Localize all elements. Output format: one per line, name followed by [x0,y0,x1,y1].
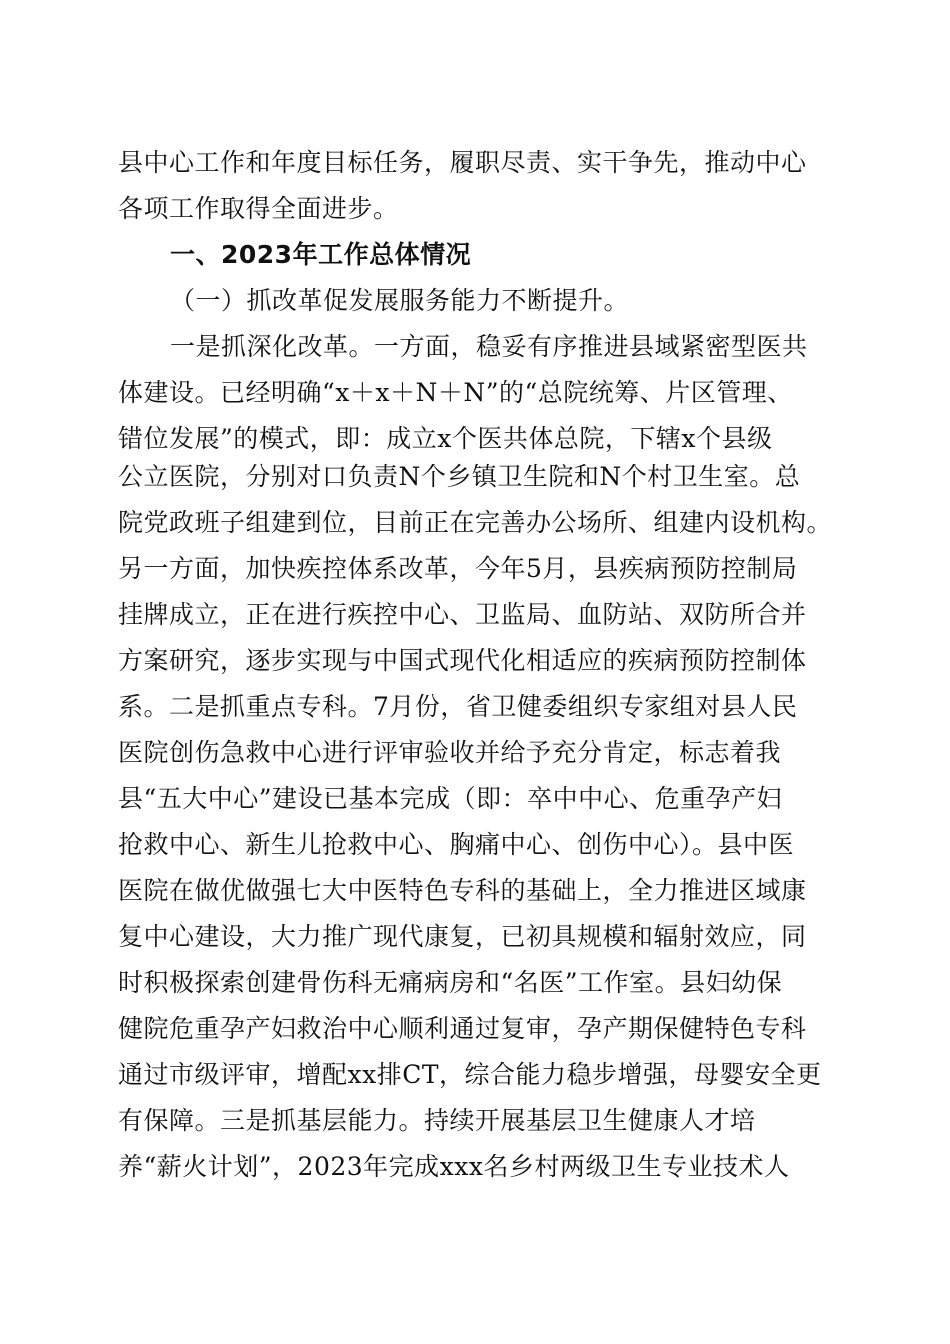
text-line-17: 医院在做优做强七大中医特色专科的基础上，全力推进区域康 [118,876,807,905]
text-line-8: 公立医院，分别对口负责N个乡镇卫生院和N个村卫生室。总 [118,462,801,491]
text-line-12: 方案研究，逐步实现与中国式现代化相适应的疾病预防控制体 [118,646,807,675]
text-line-6: 体建设。已经明确“x＋x＋N＋N”的“总院统筹、片区管理、 [118,378,793,407]
text-line-22: 有保障。三是抓基层能力。持续开展基层卫生健康人才培 [118,1106,756,1135]
text-line-9: 院党政班子组建到位，目前正在完善办公场所、组建内设机构。 [118,508,833,537]
section-heading: 一、2023年工作总体情况 [170,240,472,269]
text-line-23: 养“薪火计划”，2023年完成xxx名乡村两级卫生专业技术人 [118,1152,790,1181]
subsection-heading: （一）抓改革促发展服务能力不断提升。 [170,286,630,315]
text-line-1: 县中心工作和年度目标任务，履职尽责、实干争先，推动中心 [118,148,807,177]
text-line-18: 复中心建设，大力推广现代康复，已初具规模和辐射效应，同 [118,922,807,951]
text-line-15: 县“五大中心”建设已基本完成（即：卒中中心、危重孕产妇 [118,784,783,813]
text-line-5: 一是抓深化改革。一方面，稳妥有序推进县域紧密型医共 [170,332,808,361]
text-line-14: 医院创伤急救中心进行评审验收并给予充分肯定，标志着我 [118,738,782,767]
text-line-13: 系。二是抓重点专科。7月份，省卫健委组织专家组对县人民 [118,692,798,721]
text-line-11: 挂牌成立，正在进行疾控中心、卫监局、血防站、双防所合并 [118,600,807,629]
text-line-16: 抢救中心、新生儿抢救中心、胸痛中心、创伤中心）。县中医 [118,830,795,859]
text-line-20: 健院危重孕产妇救治中心顺利通过复审，孕产期保健特色专科 [118,1014,807,1043]
text-line-10: 另一方面，加快疾控体系改革，今年5月，县疾病预防控制局 [118,554,798,583]
text-line-21: 通过市级评审，增配xx排CT，综合能力稳步增强，母婴安全更 [118,1060,822,1089]
text-line-19: 时积极探索创建骨伤科无痛病房和“名医”工作室。县妇幼保 [118,968,783,997]
text-line-2: 各项工作取得全面进步。 [118,194,399,223]
text-line-7: 错位发展”的模式，即：成立x个医共体总院，下辖x个县级 [118,424,773,453]
